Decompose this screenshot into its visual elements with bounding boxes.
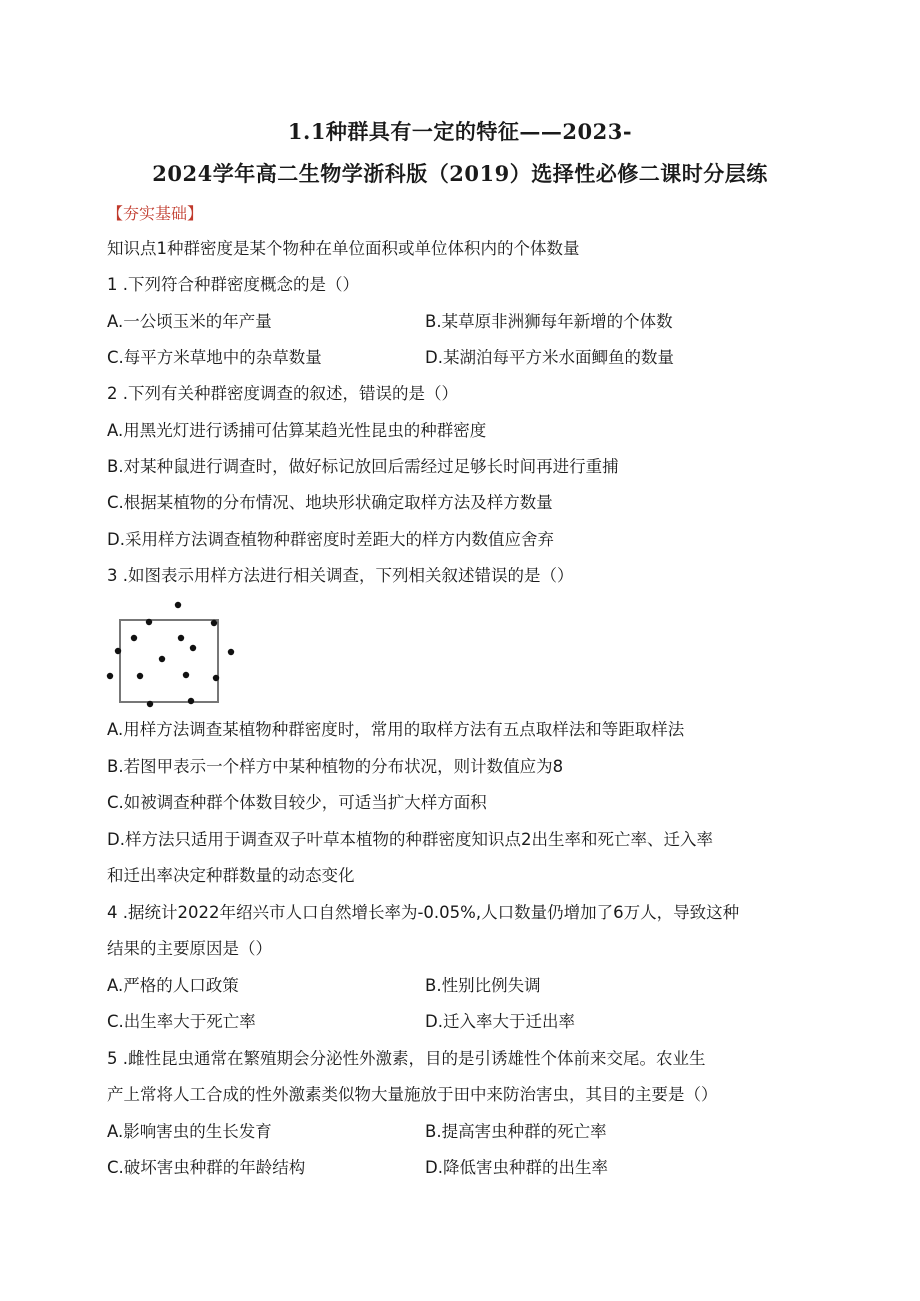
q5-stem-continued: 产上常将人工合成的性外激素类似物大量施放于田中来防治害虫，其目的主要是（）	[107, 1085, 718, 1104]
q5-option-b[interactable]: B.提高害虫种群的死亡率	[425, 1122, 607, 1141]
quadrat-figure	[100, 598, 250, 716]
quadrat-square	[120, 620, 218, 702]
q4-option-a[interactable]: A.严格的人口政策	[107, 976, 239, 995]
q3-option-b[interactable]: B.若图甲表示一个样方中某种植物的分布状况，则计数值应为8	[107, 757, 564, 776]
q5-option-a[interactable]: A.影响害虫的生长发育	[107, 1122, 272, 1141]
q5-stem: 5 .雌性昆虫通常在繁殖期会分泌性外激素，目的是引诱雄性个体前来交尾。农业生	[107, 1049, 706, 1068]
plant-dot	[175, 602, 181, 608]
plant-dot	[131, 635, 137, 641]
plant-dot	[137, 673, 143, 679]
plant-dot	[107, 673, 113, 679]
q4-option-c[interactable]: C.出生率大于死亡率	[107, 1012, 256, 1031]
q3-stem: 3 .如图表示用样方法进行相关调查，下列相关叙述错误的是（）	[107, 566, 574, 585]
q5-option-c[interactable]: C.破坏害虫种群的年龄结构	[107, 1158, 306, 1177]
plant-dot	[190, 645, 196, 651]
plant-dot	[115, 648, 121, 654]
plant-dot	[183, 672, 189, 678]
q5-option-d[interactable]: D.降低害虫种群的出生率	[425, 1158, 608, 1177]
plant-dot	[228, 649, 234, 655]
q3-option-c[interactable]: C.如被调查种群个体数目较少，可适当扩大样方面积	[107, 793, 487, 812]
q1-option-b[interactable]: B.某草原非洲狮每年新增的个体数	[425, 312, 673, 331]
q2-option-b[interactable]: B.对某种鼠进行调查时，做好标记放回后需经过足够长时间再进行重捕	[107, 457, 619, 476]
q4-option-b[interactable]: B.性别比例失调	[425, 976, 541, 995]
plant-dot	[146, 619, 152, 625]
q3-option-a[interactable]: A.用样方法调查某植物种群密度时，常用的取样方法有五点取样法和等距取样法	[107, 720, 685, 739]
plant-dot	[159, 656, 165, 662]
q1-stem: 1 .下列符合种群密度概念的是（）	[107, 275, 359, 294]
knowledge-point-1: 知识点1种群密度是某个物种在单位面积或单位体积内的个体数量	[107, 239, 580, 258]
q1-option-d[interactable]: D.某湖泊每平方米水面鲫鱼的数量	[425, 348, 674, 367]
title-line-2: 2024学年高二生物学浙科版（2019）选择性必修二课时分层练	[152, 161, 768, 186]
title-line-1: 1.1种群具有一定的特征——2023-	[287, 119, 633, 144]
plant-dot	[213, 675, 219, 681]
q1-option-c[interactable]: C.每平方米草地中的杂草数量	[107, 348, 322, 367]
plant-dot	[147, 701, 153, 707]
plant-dot	[188, 698, 194, 704]
q1-option-a[interactable]: A.一公顷玉米的年产量	[107, 312, 272, 331]
section-heading: 【夯实基础】	[107, 204, 204, 223]
q2-option-d[interactable]: D.采用样方法调查植物种群密度时差距大的样方内数值应舍弃	[107, 530, 554, 549]
plant-dot	[211, 620, 217, 626]
q4-option-d[interactable]: D.迁入率大于迁出率	[425, 1012, 575, 1031]
q2-stem: 2 .下列有关种群密度调查的叙述，错误的是（）	[107, 384, 458, 403]
q2-option-a[interactable]: A.用黑光灯进行诱捕可估算某趋光性昆虫的种群密度	[107, 421, 487, 440]
knowledge-point-2-continued: 和迁出率决定种群数量的动态变化	[107, 866, 355, 885]
plant-dot	[178, 635, 184, 641]
q2-option-c[interactable]: C.根据某植物的分布情况、地块形状确定取样方法及样方数量	[107, 493, 553, 512]
q3-option-d[interactable]: D.样方法只适用于调查双子叶草本植物的种群密度知识点2出生率和死亡率、迁入率	[107, 830, 713, 849]
q4-stem: 4 .据统计2022年绍兴市人口自然增长率为-0.05%,人口数量仍增加了6万人，导致这种	[107, 903, 740, 922]
q4-stem-continued: 结果的主要原因是（）	[107, 939, 272, 958]
